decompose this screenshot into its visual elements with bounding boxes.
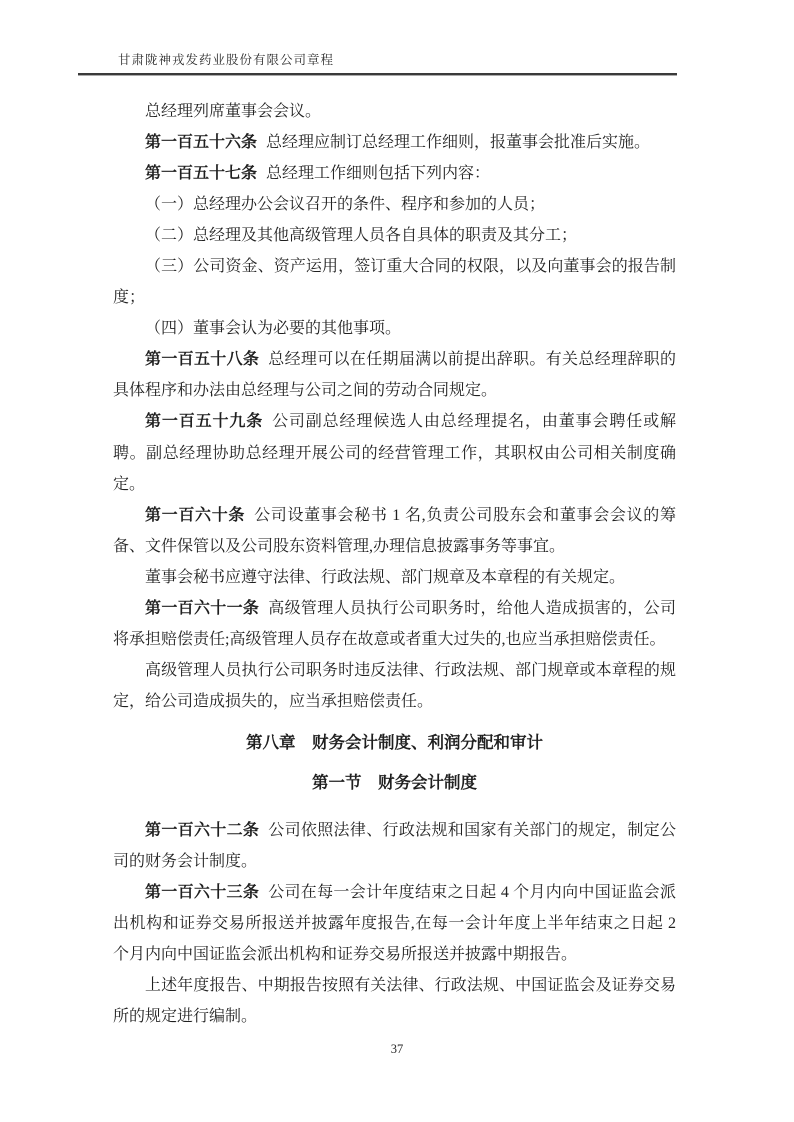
paragraph [113,127,676,158]
paragraph-text: 总经理列席董事会会议。 [145,103,322,120]
article-number: 第一百五十七条 [145,165,258,183]
paragraph-text: 总经理可以在任期届满以前提出辞职。有关总经理辞职的具体程序和办法由总经理与公司之间的劳动合同规定。 [113,351,676,400]
paragraph-text: 公司依照法律、行政法规和国家有关部门的规定，制定公司的财务会计制度。 [113,822,676,871]
paragraph [113,406,676,499]
document-body [113,96,676,1032]
article-number: 第一百五十九条 [145,413,264,431]
paragraph [113,877,676,970]
paragraph-text: （四）董事会认为必要的其他事项。 [145,320,402,338]
paragraph-text: 高级管理人员执行公司职务时违反法律、行政法规、部门规章或本章程的规定，给公司造成损失的，应当承担赔偿责任。 [113,661,676,710]
paragraph-text: 第一节 财务会计制度 [312,773,477,792]
paragraph [113,655,676,717]
article-number: 第一百五十六条 [145,134,258,152]
page-footer [0,1040,794,1058]
paragraph [113,96,676,127]
paragraph-text: 董事会秘书应遵守法律、行政法规、部门规章及本章程的有关规定。 [145,568,626,586]
paragraph-text: 公司设董事会秘书 1 名,负责公司股东会和董事会会议的筹备、文件保管以及公司股东资料管理,办理信息披露事务等事宜。 [113,506,676,555]
paragraph-text: 上述年度报告、中期报告按照有关法律、行政法规、中国证监会及证券交易所的规定进行编制。 [113,977,676,1026]
article-number: 第一百五十八条 [145,351,260,369]
paragraph [113,815,676,877]
article-number: 第一百六十三条 [145,884,260,902]
paragraph-text: （二）总经理及其他高级管理人员各自具体的职责及其分工； [145,227,578,245]
article-number: 第一百六十条 [145,506,246,524]
paragraph [113,251,676,313]
paragraph [113,189,676,220]
paragraph-text: 公司副总经理候选人由总经理提名，由董事会聘任或解聘。副总经理协助总经理开展公司的经营管理工作，其职权由公司相关制度确定。 [113,413,676,493]
section-heading [113,768,676,799]
paragraph-text: 公司在每一会计年度结束之日起 4 个月内向中国证监会派出机构和证券交易所报送并披露年度报告,在每一会计年度上半年结束之日起 2 个月内向中国证监会派出机构和证券交易所报送并披露中期报告。 [113,884,676,964]
article-number: 第一百六十二条 [145,822,260,840]
paragraph [113,500,676,562]
paragraph-text: 高级管理人员执行公司职务时，给他人造成损害的，公司将承担赔偿责任;高级管理人员存在故意或者重大过失的,也应当承担赔偿责任。 [113,599,676,648]
paragraph-text: 总经理应制订总经理工作细则，报董事会批准后实施。 [266,134,651,152]
paragraph [113,593,676,655]
page-header [78,52,677,75]
paragraph [113,158,676,189]
paragraph-text: （三）公司资金、资产运用，签订重大合同的权限，以及向董事会的报告制度； [113,258,676,307]
paragraph-text: （一）总经理办公会议召开的条件、程序和参加的人员； [145,196,546,214]
article-number: 第一百六十一条 [145,599,260,617]
paragraph [113,313,676,344]
header-title: 甘肃陇神戎发药业股份有限公司章程 [118,53,335,67]
paragraph [113,220,676,251]
chapter-heading [113,728,676,759]
paragraph [113,970,676,1032]
page-number: 37 [390,1042,404,1056]
paragraph [113,562,676,593]
paragraph-text: 第八章 财务会计制度、利润分配和审计 [246,733,543,752]
paragraph [113,344,676,406]
paragraph-text: 总经理工作细则包括下列内容： [266,165,491,183]
